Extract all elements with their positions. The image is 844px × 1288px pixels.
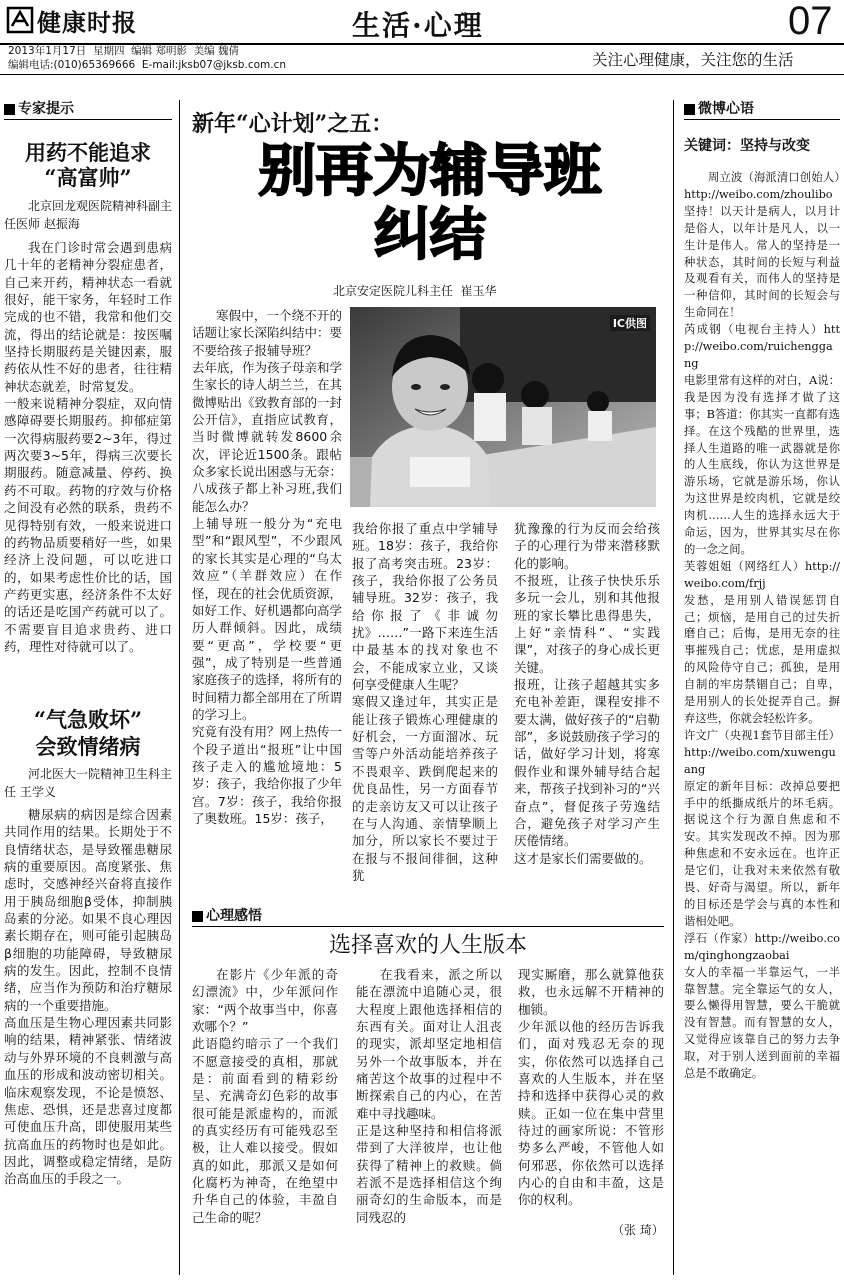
psych-title: 选择喜欢的人生版本 bbox=[328, 933, 527, 958]
square-bullet-icon bbox=[4, 104, 15, 115]
weibo-keyword: 关键词：坚持与改变 bbox=[684, 138, 810, 154]
masthead bbox=[0, 0, 844, 76]
feature-headline bbox=[190, 140, 670, 268]
psych-column-header: 心理感悟 bbox=[192, 907, 262, 925]
feature-byline: 北京安定医院儿科主任 崔玉华 bbox=[333, 284, 497, 298]
headline-line1: 别再为辅导班 bbox=[258, 139, 602, 204]
contact-line: 编辑电话:(010)65369666 E-mail:jksb07@jksb.com.cn bbox=[8, 59, 287, 71]
article1-byline: 北京回龙观医院精神科副主任医师 赵振海 bbox=[4, 199, 173, 231]
expert-column-header: 专家提示 bbox=[4, 100, 172, 118]
feature-col2: 我给你报了重点中学辅导班。18岁：孩子，我给你报了高考突击班。23岁：孩子，我给你报了公务员辅导班。32岁：孩子，我给你报了《非诚勿扰》……”一路下来连生活中最基本的找对象也不会，不能成家立业，又谈何享受健康人生呢？ 寒假又逢过年，其实正是能让孩子锻炼心理健康的好机会，一方面溜冰、玩雪等户外活动能培养孩子不畏艰辛、跌倒爬起来的优良品性，另一方面春节的走亲访友又可以让孩子在与人沟通、亲情挚顺上加分，所以家长不要过于在报与不报间徘徊，这种犹 bbox=[352, 521, 498, 883]
weibo-column bbox=[684, 100, 840, 1081]
feature-col1: 寒假中，一个绕不开的话题让家长深陷纠结中：要不要给孩子报辅导班？ 去年底，作为孩子母亲和学生家长的诗人胡兰兰，在其微博贴出《致教育部的一封公开信》，直指应试教育，当时微博就转发8600余次，评论近1500条。跟帖众多家长说出困惑与无奈：八成孩子都上补习班,我们能怎么办？ 上辅导班一般分为“充电型”和“跟风型”，不少跟风的家长其实是心理的“乌太效应”（羊群效应）在作怪，现在的社会优质资源，如好工作、好机遇都向高学历人群倾斜。因此，成绩要“更高”，学校要“更强”，成了特别是一些普通家庭孩子的选择，将所有的时间精力都全部用在了所谓的学习上。 究竟有没有用？网上热传一个段子道出“报班”让中国孩子走入的尴尬境地：5岁：孩子，我给你报了少年宫。7岁：孩子，我给你报了奥数班。15岁：孩子， bbox=[192, 308, 343, 826]
headline-line2: 纠结 bbox=[374, 203, 486, 268]
logo-mark-icon bbox=[6, 6, 34, 34]
article1-body: 我在门诊时常会遇到患病几十年的老精神分裂症患者，自己来开药，精神状态一看就很好，能干家务，年轻时工作完成的也不错，我常和他们交流，得出的结论就是：按医嘱坚持长期服药是关键因素，服药依从性不好的患者，往往精神状态就差，时常复发。 一般来说精神分裂症，双向情感障碍要长期服药。抑郁症第一次得病服药要2~3年，得过两次要3~5年，得病三次要长期服药。随意减量、停药、换药不可取。药物的疗效与价格之间没有必然的联系，贵药不见得特别有效，一般来说进口的药物品质要稍好一些，如果经济上没问题，可以吃进口的，如果考虑性价比的话，国产药更实惠，经济条件不太好的话还是吃国产药就可以了。不需要盲目追求贵药、进口药，理性对待就可以了。 bbox=[4, 240, 172, 654]
article2-title: “气急败坏” 会致情绪病 bbox=[33, 707, 143, 759]
square-bullet-icon bbox=[684, 104, 695, 115]
issue-line: 2013年1月17日 星期四 编辑 郑明影 美编 魏倩 bbox=[8, 45, 239, 57]
expert-column bbox=[4, 100, 173, 1187]
photo-credit: IC供图 bbox=[610, 315, 650, 331]
psych-col1: 在影片《少年派的奇幻漂流》中，少年派问作家：“两个故事当中，你喜欢哪个？” 此语隐约暗示了一个我们不愿意接受的真相，那就是：前面看到的精彩纷呈、充满奇幻色彩的故事很可能是派虚构的，而派的真实经历有可能残忍至极，让人难以接受。假如真的如此，那派又是如何化腐朽为神奇，在绝望中升华自己的体验，丰盈自己生命的呢？ bbox=[192, 967, 338, 1225]
article1-title: 用药不能追求 “高富帅” bbox=[25, 140, 151, 190]
slogan: 关注心理健康，关注您的生活 bbox=[592, 51, 794, 69]
article2-byline: 河北医大一院精神卫生科主任 王学义 bbox=[4, 767, 173, 799]
square-bullet-icon bbox=[192, 911, 203, 922]
feature-photo bbox=[350, 307, 656, 507]
newspaper-logo bbox=[6, 6, 137, 37]
weibo-column-header: 微博心语 bbox=[684, 100, 840, 118]
section-title: 生活·心理 bbox=[352, 9, 484, 42]
weibo-body: 周立波（海派清口创始人）http://weibo.com/zhoulibo 坚持！以天计是病人，以月计是俗人，以年计是凡人，以一生计是伟人。常人的坚持是一种状态，其时间的长短与利益及观看有关，而伟人的坚持是一种信仰，其时间的长短会与生命同在！ 芮成钢（电视台主持人）http://weibo.com/ruichenggang 电影里常有这样的对白，A说：我是因为没有选择才做了这事；B答道：你其实一直都有选择。在这个残酷的世界里，选择人生道路的唯一武器就是你的人生底线，你认为这世界是游乐场，它就是游乐场，你认为这世界是绞肉机，它就是绞肉机……人生的选择永远大于命运，因为，世界其实尽在你的一念之间。 芙蓉姐姐（网络红人）http://weibo.com/frjj 发愁，是用别人错误惩罚自己；烦恼，是用自己的过失折磨自己；后悔，是用无奈的往事摧残自己；忧虑，是用虚拟的风险侍守自己；孤独，是用自制的牢房禁锢自己；自卑，是用别人的长处捉弄自己。摒弃这些，你就会轻松许多。 许文广（央视1套节目部主任）http://weibo.com/xuwenguang 原定的新年目标：改掉总要把手中的纸撕成纸片的坏毛病。据说这个行为源自焦虑和不安。其实发现改不掉。因为那种焦虑和不安永远在。也许正是它们，让我对未来依然有敬畏、好奇与渴望。所以，新年的目标还是学会与真的本性和谐相处吧。 浮石（作家）http://weibo.com/qinghongzaobai 女人的幸福一半靠运气，一半靠智慧。完全靠运气的女人，要么懒得用智慧，要么干脆就没有智慧。而有智慧的女人，又觉得应该靠自己的努力去争取，对于别人送到面前的幸福总是不敢确定。 bbox=[684, 171, 840, 1081]
page-number: 07 bbox=[788, 0, 833, 43]
feature-kicker: 新年“心计划”之五： bbox=[192, 111, 394, 137]
psych-col2: 在我看来，派之所以能在漂流中追随心灵，很大程度上跟他选择相信的东西有关。面对让人沮丧的现实，派却坚定地相信另外一个故事版本，并在痛苦这个故事的过程中不断探索自己的内心，在苦难中寻找趣味。 正是这种坚持和相信将派带到了大洋彼岸，也让他获得了精神上的救赎。倘若派不是选择相信这个绚丽奇幻的生命版本，而是同残忍的 bbox=[356, 967, 502, 1225]
psych-signature: （张 琦） bbox=[612, 1223, 664, 1237]
psych-col3: 现实厮磨，那么就算他获救，也永远解不开精神的枷锁。 少年派以他的经历告诉我们，面对残忍无奈的现实，你依然可以选择自己喜欢的人生版本，并在坚持和选择中获得心灵的救赎。正如一位在集中营里待过的画家所说：不管形势多么严峻，不管他人如何邪恶，你依然可以选择内心的自由和丰盈，这是你的权利。 bbox=[518, 967, 664, 1208]
article2-body: 糖尿病的病因是综合因素共同作用的结果。长期处于不良情绪状态，是导致罹患糖尿病的重要原因。高度紧张、焦虑时，交感神经兴奋将直接作用于胰岛细胞β受体，抑制胰岛素的分泌。如果不良心理因素长期存在，则可能引起胰岛β细胞的功能障碍，导致糖尿病的发生。因此，控制不良情绪，应当作为预防和治疗糖尿病的一个重要措施。 高血压是生物心理因素共同影响的结果，精神紧张、情绪波动与外界环境的不良刺激与高血压的形成和波动密切相关。临床观察发现，不论是愤怒、焦虑、恐惧，还是悲喜过度都可使血压升高，即使服用某些抗高血压的药物时也是如此。因此，调整或稳定情绪，是防治高血压的手段之一。 bbox=[4, 807, 172, 1187]
feature-col3: 犹豫豫的行为反而会给孩子的心理行为带来潜移默化的影响。 不报班，让孩子快快乐乐多玩一会儿，别和其他报班的家长攀比患得患失，上好“亲情科”、“实践课”，对孩子的身心成长更关键。 报班，让孩子超越其实多充电补差距，课程安排不要太满，做好孩子的“启勒部”，多说鼓励孩子学习的话，做好学习计划，将寒假作业和课外辅导结合起来，帮孩子找到补习的“兴奋点”，督促孩子劳逸结合，避免孩子对学习产生厌倦情绪。 这才是家长们需要做的。 bbox=[514, 521, 660, 866]
classroom-photo-illustration bbox=[350, 307, 656, 507]
logo-text: 健康时报 bbox=[37, 7, 137, 37]
